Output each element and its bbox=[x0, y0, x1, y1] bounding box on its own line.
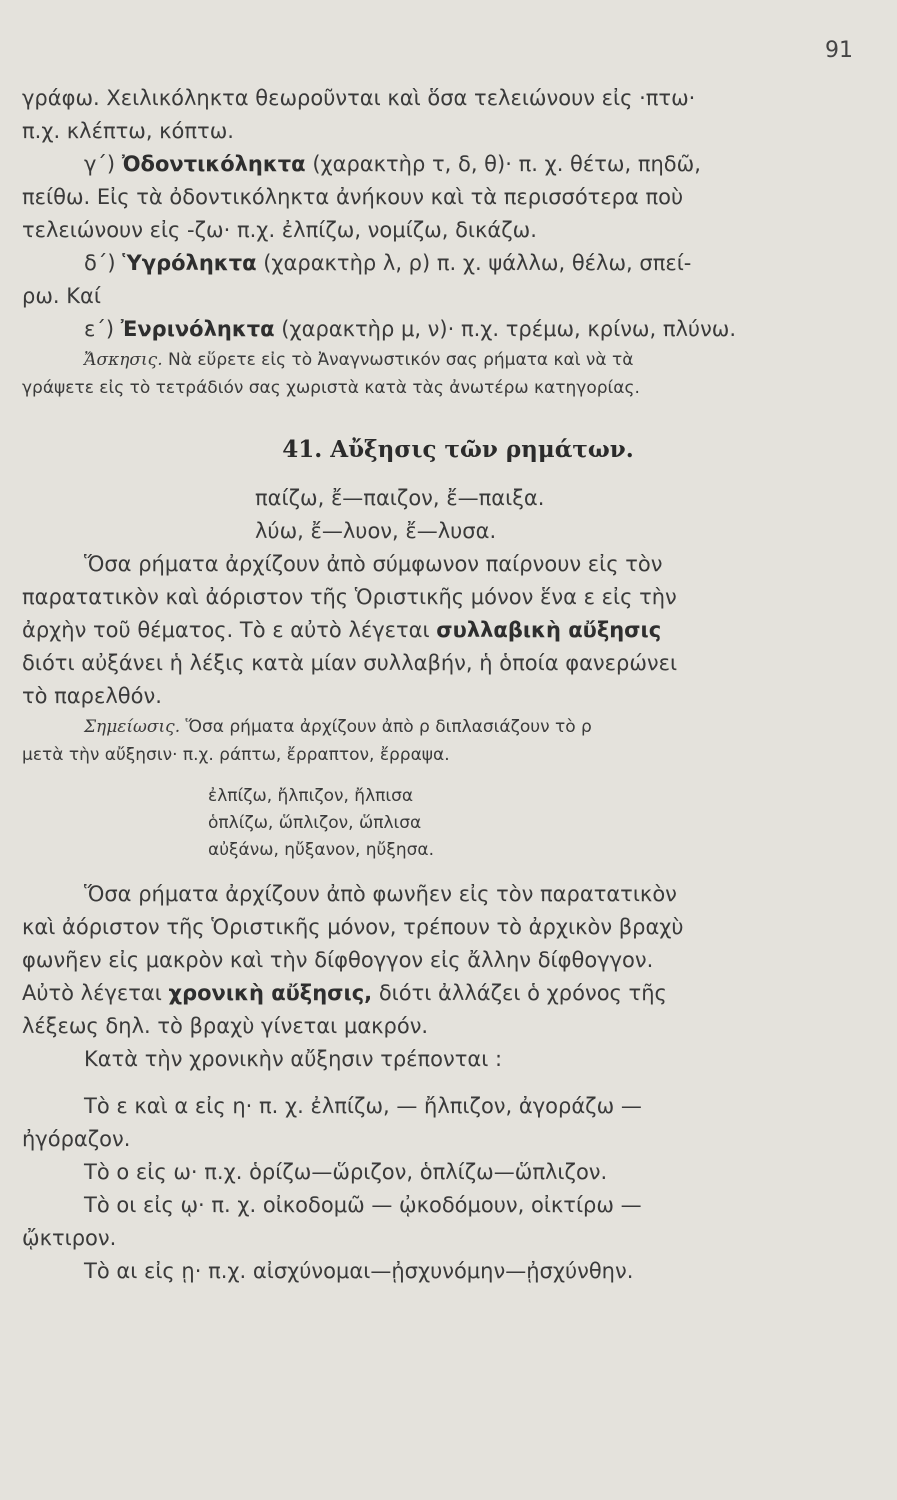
text-line: διότι αὐξάνει ἡ λέξις κατὰ μίαν συλλαβήν, ἡ ὁποία φανερώνει bbox=[22, 651, 678, 675]
text-line: Ὅσα ρήματα ἀρχίζουν ἀπὸ φωνῆεν εἰς τὸν παρατατικὸν bbox=[84, 882, 677, 906]
list-label: ε΄) bbox=[84, 317, 115, 341]
text-line: πείθω. Εἰς τὰ ὀδοντικόληκτα ἀνήκουν καὶ τὰ περισσότερα ποὺ bbox=[22, 185, 684, 209]
text-span: Νὰ εὕρετε εἰς τὸ Ἀναγνωστικόν σας ρήματα καὶ νὰ τὰ bbox=[168, 350, 634, 370]
text-line: Κατὰ τὴν χρονικὴν αὔξησιν τρέπονται : bbox=[84, 1047, 503, 1071]
rule-line: Τὸ αι εἰς ῃ· π.χ. αἰσχύνομαι—ᾐσχυνόμην—ᾐσχύνθην. bbox=[84, 1259, 634, 1283]
text-line: γράψετε εἰς τὸ τετράδιόν σας χωριστὰ κατὰ τὰς ἀνωτέρω κατηγορίας. bbox=[22, 378, 640, 398]
term-enrinolikta: Ἐνρινόληκτα bbox=[120, 317, 275, 341]
text-line: ρω. Καί bbox=[22, 284, 101, 308]
text-line: τελειώνουν εἰς -ζω· π.χ. ἐλπίζω, νομίζω, δικάζω. bbox=[22, 218, 537, 242]
text-line: γράφω. Χειλικόληκτα θεωροῦνται καὶ ὅσα τελειώνουν εἰς ·πτω· bbox=[22, 86, 696, 110]
category-delta bbox=[22, 247, 854, 280]
text-span: (χαρακτὴρ μ, ν)· π.χ. τρέμω, κρίνω, πλύνω. bbox=[281, 317, 737, 341]
exercise bbox=[22, 346, 854, 374]
rule-line: Τὸ οι εἰς ῳ· π. χ. οἰκοδομῶ — ᾠκοδόμουν, οἰκτίρω — bbox=[84, 1193, 642, 1217]
example-line: παίζω, ἔ—παιζον, ἔ—παιξα. bbox=[255, 486, 545, 510]
text-line: Ὅσα ρήματα ἀρχίζουν ἀπὸ σύμφωνον παίρνουν εἰς τὸν bbox=[84, 552, 663, 576]
text-line: φωνῆεν εἰς μακρὸν καὶ τὴν δίφθογγον εἰς ἄλλην δίφθογγον. bbox=[22, 948, 654, 972]
rule-line: Τὸ ο εἰς ω· π.χ. ὁρίζω—ὥριζον, ὁπλίζω—ὥπλιζον. bbox=[84, 1160, 608, 1184]
list-label: δ΄) bbox=[84, 251, 116, 275]
example-line: λύω, ἔ—λυον, ἔ—λυσα. bbox=[255, 519, 497, 543]
text-line bbox=[22, 614, 854, 647]
category-gamma bbox=[22, 148, 854, 181]
list-label: γ΄) bbox=[84, 152, 116, 176]
text-line: ᾤκτιρον. bbox=[22, 1226, 117, 1250]
text-line: μετὰ τὴν αὔξησιν· π.χ. ράπτω, ἔρραπτον, ἔρραψα. bbox=[22, 745, 450, 765]
text-line: καὶ ἀόριστον τῆς Ὁριστικῆς μόνον, τρέπουν τὸ ἀρχικὸν βραχὺ bbox=[22, 915, 684, 939]
text-line: π.χ. κλέπτω, κόπτω. bbox=[22, 119, 234, 143]
exercise-label: Ἄσκησις. bbox=[84, 350, 163, 370]
text-span: Ὅσα ρήματα ἀρχίζουν ἀπὸ ρ διπλασιάζουν τὸ ρ bbox=[185, 717, 592, 737]
term-odontikolikta: Ὀδοντικόληκτα bbox=[121, 152, 306, 176]
term-ygrolikta: Ὑγρόληκτα bbox=[122, 251, 257, 275]
note bbox=[22, 713, 854, 741]
text-span: (χαρακτὴρ λ, ρ) π. χ. ψάλλω, θέλω, σπεί- bbox=[263, 251, 692, 275]
text-span: διότι ἀλλάζει ὁ χρόνος τῆς bbox=[378, 981, 667, 1005]
example-line: αὐξάνω, ηὔξανον, ηὔξησα. bbox=[208, 840, 435, 860]
text-span: ἀρχὴν τοῦ θέματος. Τὸ ε αὐτὸ λέγεται bbox=[22, 618, 430, 642]
text-line bbox=[22, 977, 854, 1010]
example-line: ἐλπίζω, ἤλπιζον, ἤλπισα bbox=[208, 786, 414, 806]
text-line: τὸ παρελθόν. bbox=[22, 684, 162, 708]
example-line: ὁπλίζω, ὥπλιζον, ὥπλισα bbox=[208, 813, 422, 833]
page-body bbox=[22, 82, 854, 1288]
text-line: λέξεως δηλ. τὸ βραχὺ γίνεται μακρόν. bbox=[22, 1014, 429, 1038]
rule-line: Τὸ ε καὶ α εἰς η· π. χ. ἐλπίζω, — ἤλπιζον, ἀγοράζω — bbox=[84, 1094, 642, 1118]
category-epsilon bbox=[22, 313, 854, 346]
term-temporal-augment: χρονικὴ αὔξησις, bbox=[168, 981, 373, 1005]
text-span: Αὐτὸ λέγεται bbox=[22, 981, 162, 1005]
page-number: 91 bbox=[825, 38, 853, 63]
text-line: παρατατικὸν καὶ ἀόριστον τῆς Ὁριστικῆς μόνον ἕνα ε εἰς τὴν bbox=[22, 585, 677, 609]
text-line: ἠγόραζον. bbox=[22, 1127, 131, 1151]
term-syllabic-augment: συλλαβικὴ αὔξησις bbox=[436, 618, 662, 642]
section-heading: 41. Αὔξησις τῶν ρημάτων. bbox=[282, 436, 634, 463]
text-span: (χαρακτὴρ τ, δ, θ)· π. χ. θέτω, πηδῶ, bbox=[312, 152, 701, 176]
note-label: Σημείωσις. bbox=[84, 717, 181, 737]
